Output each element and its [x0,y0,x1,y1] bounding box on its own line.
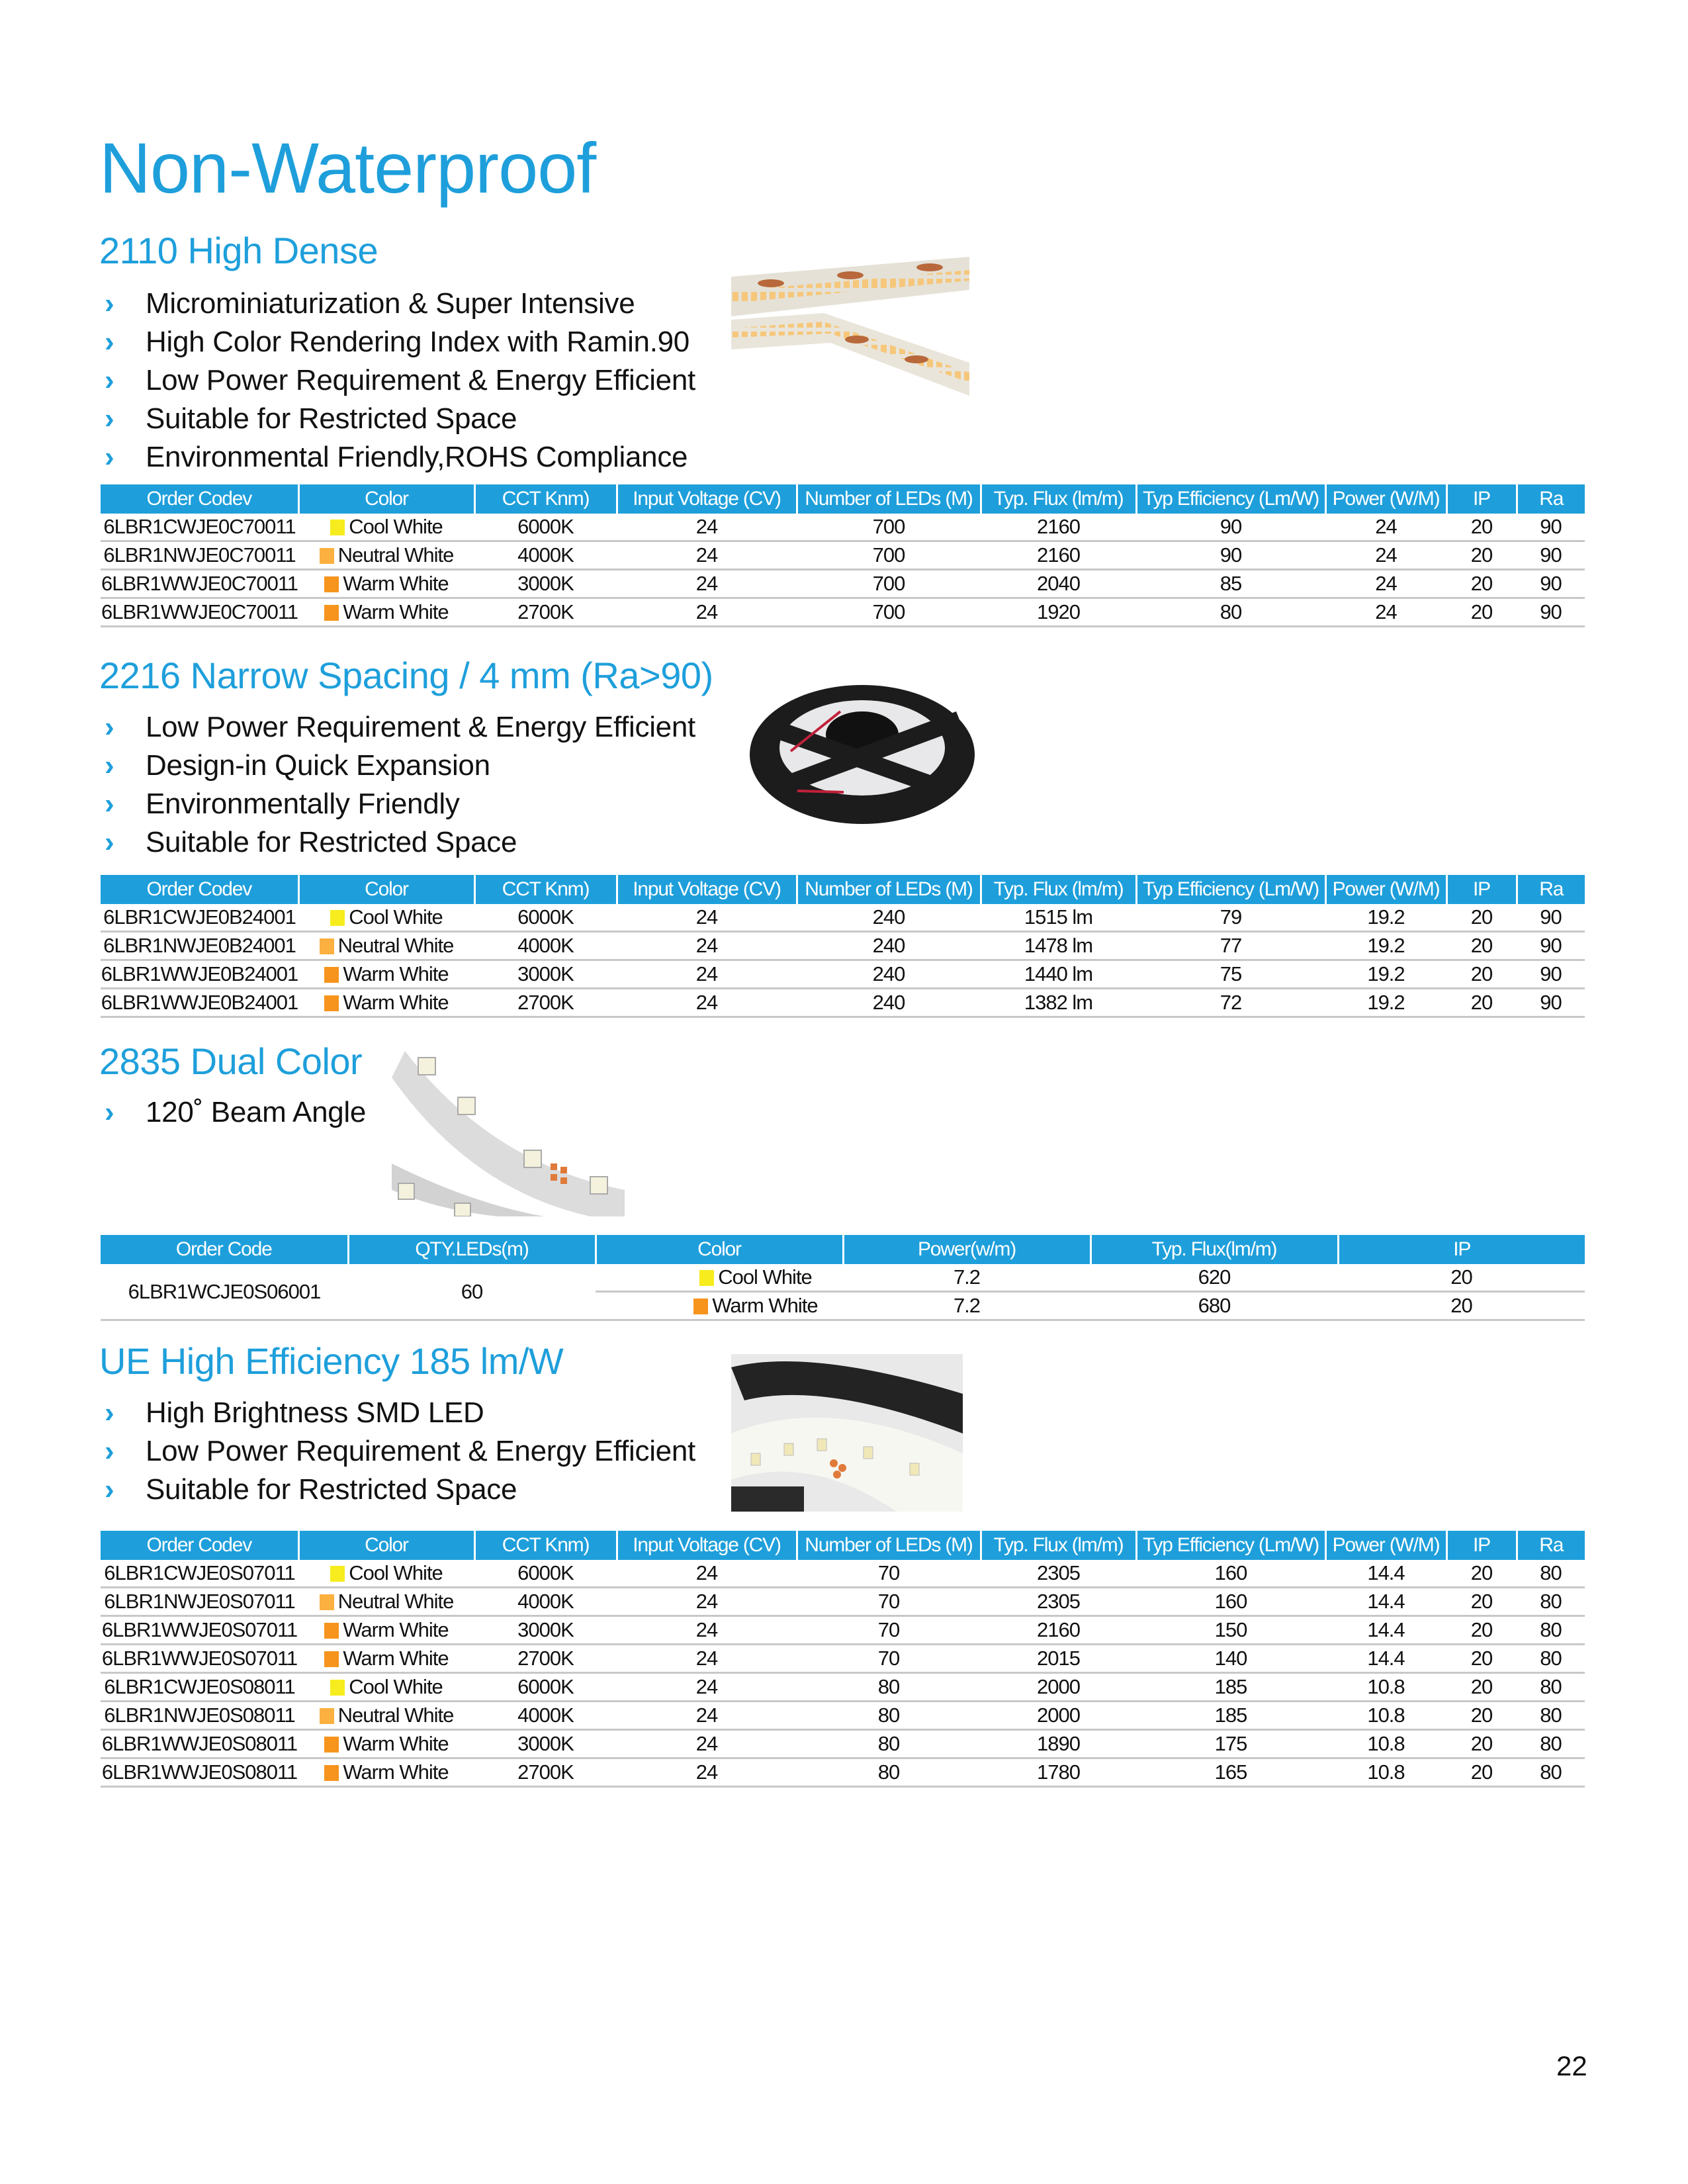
flux-cell: 2000 [981,1673,1136,1702]
cct-cell: 3000K [474,1616,617,1645]
color-swatch-icon [324,1765,339,1781]
flux-cell: 2040 [981,570,1136,598]
cct-cell: 4000K [474,541,617,570]
power-cell: 19.2 [1325,960,1446,989]
order-code-cell: 6LBR1WWJE0S07011 [101,1616,298,1645]
flux-cell: 1440 lm [981,960,1136,989]
flux-cell: 1780 [981,1758,1136,1787]
color-cell: Warm White [298,598,474,627]
ip-cell: 20 [1446,1730,1517,1758]
cct-cell: 2700K [474,989,617,1017]
order-code-cell: 6LBR1WWJE0B24001 [101,989,298,1017]
color-swatch-icon [699,1270,714,1286]
ra-cell: 80 [1517,1758,1585,1787]
cct-cell: 2700K [474,598,617,627]
num-leds-cell: 700 [797,598,981,627]
feature-item: › Suitable for Restricted Space [99,823,695,862]
led-strip-reel-image [744,672,979,831]
table-header-row [101,484,1585,514]
led-strip-high-efficiency-image [731,1354,963,1512]
input-voltage-cell: 24 [617,1730,797,1758]
chevron-right-icon: › [105,326,114,358]
feature-list-2110 [99,285,695,477]
num-leds-cell: 240 [797,932,981,960]
col-header-cct: CCT Knm) [474,484,617,514]
num-leds-cell: 70 [797,1645,981,1673]
input-voltage-cell: 24 [617,570,797,598]
input-voltage-cell: 24 [617,1645,797,1673]
col-header-num-leds: Number of LEDs (M) [797,484,981,514]
spec-table-2835 [101,1235,1585,1321]
efficiency-cell: 72 [1136,989,1325,1017]
table-row [101,1702,1585,1730]
cct-cell: 6000K [474,1673,617,1702]
power-cell: 14.4 [1325,1645,1446,1673]
color-cell: Cool White [298,904,474,932]
col-header-ip: IP [1338,1235,1585,1264]
input-voltage-cell: 24 [617,598,797,627]
input-voltage-cell: 24 [617,541,797,570]
col-header-typ-efficiency: Typ Efficiency (Lm/W) [1136,484,1325,514]
order-code-cell: 6LBR1CWJE0B24001 [101,904,298,932]
input-voltage-cell: 24 [617,904,797,932]
table-row [101,1264,1585,1292]
order-code-cell: 6LBR1WCJE0S06001 [101,1264,348,1320]
chevron-right-icon: › [105,1435,114,1467]
table-row [101,932,1585,960]
flux-cell: 1890 [981,1730,1136,1758]
feature-item: › Suitable for Restricted Space [99,400,695,438]
color-cell: Neutral White [298,541,474,570]
chevron-right-icon: › [105,364,114,396]
ip-cell: 20 [1338,1264,1585,1292]
col-header-typ-flux: Typ. Flux (lm/m) [981,484,1136,514]
col-header-order-code: Order Codev [101,1531,298,1560]
color-swatch-icon [324,967,339,983]
ip-cell: 20 [1446,598,1517,627]
power-cell: 10.8 [1325,1730,1446,1758]
flux-cell: 2160 [981,514,1136,541]
chevron-right-icon: › [105,1096,114,1128]
col-header-ip: IP [1446,875,1517,904]
num-leds-cell: 700 [797,541,981,570]
power-cell: 10.8 [1325,1673,1446,1702]
color-swatch-icon [330,1566,345,1582]
table-body [101,904,1585,1017]
color-swatch-icon [320,1594,334,1610]
ip-cell: 20 [1446,1588,1517,1616]
chevron-right-icon: › [105,287,114,320]
ip-cell: 20 [1446,570,1517,598]
col-header-typ-flux: Typ. Flux (lm/m) [981,1531,1136,1560]
col-header-order-code: Order Code [101,1235,348,1264]
spec-table-ue [101,1531,1585,1788]
feature-item: › Environmental Friendly,ROHS Compliance [99,438,695,477]
col-header-num-leds: Number of LEDs (M) [797,1531,981,1560]
ip-cell: 20 [1446,1616,1517,1645]
input-voltage-cell: 24 [617,1758,797,1787]
num-leds-cell: 70 [797,1588,981,1616]
efficiency-cell: 85 [1136,570,1325,598]
ip-cell: 20 [1446,1758,1517,1787]
chevron-right-icon: › [105,749,114,782]
efficiency-cell: 79 [1136,904,1325,932]
ra-cell: 80 [1517,1645,1585,1673]
power-cell: 19.2 [1325,989,1446,1017]
input-voltage-cell: 24 [617,514,797,541]
cct-cell: 4000K [474,1588,617,1616]
power-cell: 14.4 [1325,1560,1446,1588]
cct-cell: 6000K [474,1560,617,1588]
col-header-color: Color [298,1531,474,1560]
color-cell: Warm White [298,960,474,989]
table-row [101,989,1585,1017]
cct-cell: 4000K [474,1702,617,1730]
ip-cell: 20 [1446,1702,1517,1730]
color-swatch-icon [693,1298,708,1314]
flux-cell: 1478 lm [981,932,1136,960]
table-row [101,1673,1585,1702]
color-cell: Warm White [298,1616,474,1645]
num-leds-cell: 240 [797,960,981,989]
efficiency-cell: 80 [1136,598,1325,627]
table-row [101,541,1585,570]
feature-list-2835 [99,1093,366,1132]
table-body [101,1560,1585,1787]
ra-cell: 90 [1517,514,1585,541]
order-code-cell: 6LBR1WWJE0S07011 [101,1645,298,1673]
power-cell: 19.2 [1325,932,1446,960]
cct-cell: 3000K [474,570,617,598]
feature-item: › Microminiaturization & Super Intensive [99,285,695,323]
flux-cell: 2160 [981,541,1136,570]
num-leds-cell: 700 [797,514,981,541]
table-row [101,598,1585,627]
flux-cell: 680 [1090,1292,1338,1320]
table-row [101,1758,1585,1787]
order-code-cell: 6LBR1CWJE0C70011 [101,514,298,541]
ra-cell: 90 [1517,989,1585,1017]
input-voltage-cell: 24 [617,1673,797,1702]
color-swatch-icon [320,548,334,564]
color-cell: Warm White [596,1292,843,1320]
color-swatch-icon [330,1680,345,1696]
power-cell: 7.2 [843,1264,1090,1292]
feature-item: › Suitable for Restricted Space [99,1471,695,1509]
color-cell: Neutral White [298,932,474,960]
color-cell: Warm White [298,570,474,598]
col-header-num-leds: Number of LEDs (M) [797,875,981,904]
order-code-cell: 6LBR1NWJE0S07011 [101,1588,298,1616]
color-cell: Neutral White [298,1588,474,1616]
color-swatch-icon [330,520,345,535]
spec-table-2216 [101,875,1585,1018]
cct-cell: 6000K [474,904,617,932]
col-header-ip: IP [1446,1531,1517,1560]
color-cell: Cool White [298,1560,474,1588]
cct-cell: 3000K [474,1730,617,1758]
ip-cell: 20 [1446,1560,1517,1588]
chevron-right-icon: › [105,826,114,858]
table-row [101,1645,1585,1673]
color-swatch-icon [324,1623,339,1639]
ra-cell: 80 [1517,1730,1585,1758]
power-cell: 14.4 [1325,1616,1446,1645]
table-row [101,570,1585,598]
ip-cell: 20 [1446,960,1517,989]
col-header-color: Color [298,875,474,904]
color-swatch-icon [324,1651,339,1667]
power-cell: 24 [1325,598,1446,627]
table-header-row [101,1531,1585,1560]
col-header-color: Color [596,1235,843,1264]
ra-cell: 90 [1517,570,1585,598]
ra-cell: 90 [1517,541,1585,570]
flux-cell: 2305 [981,1560,1136,1588]
col-header-color: Color [298,484,474,514]
col-header-power: Power (W/M) [1325,875,1446,904]
num-leds-cell: 700 [797,570,981,598]
efficiency-cell: 90 [1136,514,1325,541]
ip-cell: 20 [1446,932,1517,960]
efficiency-cell: 150 [1136,1616,1325,1645]
input-voltage-cell: 24 [617,1588,797,1616]
col-header-typ-efficiency: Typ Efficiency (Lm/W) [1136,875,1325,904]
col-header-ra: Ra [1517,875,1585,904]
input-voltage-cell: 24 [617,932,797,960]
feature-item: › Environmentally Friendly [99,785,695,823]
input-voltage-cell: 24 [617,1616,797,1645]
table-row [101,514,1585,541]
feature-item: › Low Power Requirement & Energy Efficient [99,708,695,747]
num-leds-cell: 70 [797,1616,981,1645]
chevron-right-icon: › [105,711,114,743]
table-row [101,1560,1585,1588]
order-code-cell: 6LBR1WWJE0C70011 [101,570,298,598]
input-voltage-cell: 24 [617,960,797,989]
order-code-cell: 6LBR1WWJE0S08011 [101,1730,298,1758]
power-cell: 19.2 [1325,904,1446,932]
order-code-cell: 6LBR1CWJE0S08011 [101,1673,298,1702]
table-header-row [101,1235,1585,1264]
cct-cell: 4000K [474,932,617,960]
color-cell: Cool White [298,514,474,541]
table-row [101,904,1585,932]
ra-cell: 90 [1517,904,1585,932]
order-code-cell: 6LBR1CWJE0S07011 [101,1560,298,1588]
flux-cell: 2160 [981,1616,1136,1645]
col-header-cct: CCT Knm) [474,875,617,904]
col-header-power: Power (W/M) [1325,1531,1446,1560]
order-code-cell: 6LBR1WWJE0S08011 [101,1758,298,1787]
ra-cell: 80 [1517,1588,1585,1616]
power-cell: 10.8 [1325,1702,1446,1730]
num-leds-cell: 70 [797,1560,981,1588]
num-leds-cell: 240 [797,904,981,932]
efficiency-cell: 165 [1136,1758,1325,1787]
ip-cell: 20 [1446,904,1517,932]
section-title-2216-narrow-spacing: 2216 Narrow Spacing / 4 mm (Ra>90) [99,655,713,696]
col-header-order-code: Order Codev [101,875,298,904]
col-header-order-code: Order Codev [101,484,298,514]
order-code-cell: 6LBR1NWJE0S08011 [101,1702,298,1730]
chevron-right-icon: › [105,402,114,435]
input-voltage-cell: 24 [617,1560,797,1588]
col-header-ip: IP [1446,484,1517,514]
num-leds-cell: 240 [797,989,981,1017]
ip-cell: 20 [1338,1292,1585,1320]
efficiency-cell: 140 [1136,1645,1325,1673]
efficiency-cell: 77 [1136,932,1325,960]
col-header-cct: CCT Knm) [474,1531,617,1560]
led-strip-high-dense-image [731,250,969,396]
feature-item: › Low Power Requirement & Energy Efficient [99,1432,695,1471]
order-code-cell: 6LBR1NWJE0C70011 [101,541,298,570]
chevron-right-icon: › [105,1473,114,1506]
color-cell: Warm White [298,989,474,1017]
col-header-input-voltage: Input Voltage (CV) [617,484,797,514]
flux-cell: 1920 [981,598,1136,627]
col-header-typ-flux: Typ. Flux (lm/m) [981,875,1136,904]
color-swatch-icon [320,1708,334,1724]
col-header-ra: Ra [1517,1531,1585,1560]
page-title: Non-Waterproof [99,128,596,208]
table-body [101,514,1585,627]
color-swatch-icon [324,1737,339,1752]
col-header-typ-efficiency: Typ Efficiency (Lm/W) [1136,1531,1325,1560]
ip-cell: 20 [1446,514,1517,541]
ra-cell: 90 [1517,932,1585,960]
col-header-typ-flux: Typ. Flux(lm/m) [1090,1235,1338,1264]
table-header-row [101,875,1585,904]
color-cell: Warm White [298,1758,474,1787]
color-cell: Cool White [596,1264,843,1292]
table-row [101,960,1585,989]
flux-cell: 1515 lm [981,904,1136,932]
table-row [101,1588,1585,1616]
qty-leds-cell: 60 [348,1264,596,1320]
flux-cell: 2000 [981,1702,1136,1730]
input-voltage-cell: 24 [617,1702,797,1730]
col-header-power: Power(w/m) [843,1235,1090,1264]
col-header-ra: Ra [1517,484,1585,514]
color-swatch-icon [320,938,334,954]
efficiency-cell: 160 [1136,1588,1325,1616]
col-header-power: Power (W/M) [1325,484,1446,514]
efficiency-cell: 90 [1136,541,1325,570]
chevron-right-icon: › [105,441,114,473]
section-title-ue-high-efficiency: UE High Efficiency 185 lm/W [99,1340,564,1382]
efficiency-cell: 185 [1136,1702,1325,1730]
color-cell: Warm White [298,1645,474,1673]
cct-cell: 2700K [474,1645,617,1673]
color-swatch-icon [324,576,339,592]
power-cell: 7.2 [843,1292,1090,1320]
num-leds-cell: 80 [797,1758,981,1787]
col-header-qty-leds: QTY.LEDs(m) [348,1235,596,1264]
ip-cell: 20 [1446,541,1517,570]
input-voltage-cell: 24 [617,989,797,1017]
feature-item: › Low Power Requirement & Energy Efficient [99,361,695,400]
spec-table-2110 [101,484,1585,627]
ip-cell: 20 [1446,1673,1517,1702]
feature-list-2216 [99,708,695,862]
ra-cell: 90 [1517,960,1585,989]
color-swatch-icon [330,910,345,926]
feature-item: › Design-in Quick Expansion [99,747,695,785]
power-cell: 24 [1325,514,1446,541]
ra-cell: 80 [1517,1616,1585,1645]
color-cell: Warm White [298,1730,474,1758]
cct-cell: 3000K [474,960,617,989]
flux-cell: 2015 [981,1645,1136,1673]
power-cell: 10.8 [1325,1758,1446,1787]
feature-item: › 120˚ Beam Angle [99,1093,366,1132]
cct-cell: 6000K [474,514,617,541]
feature-item: › High Brightness SMD LED [99,1394,695,1432]
power-cell: 24 [1325,570,1446,598]
section-title-2835-dual-color: 2835 Dual Color [99,1040,363,1082]
power-cell: 14.4 [1325,1588,1446,1616]
ra-cell: 90 [1517,598,1585,627]
efficiency-cell: 160 [1136,1560,1325,1588]
col-header-input-voltage: Input Voltage (CV) [617,875,797,904]
chevron-right-icon: › [105,1396,114,1429]
feature-item: › High Color Rendering Index with Ramin.90 [99,323,695,361]
num-leds-cell: 80 [797,1730,981,1758]
page-number: 22 [1556,2050,1587,2081]
chevron-right-icon: › [105,788,114,820]
order-code-cell: 6LBR1NWJE0B24001 [101,932,298,960]
ra-cell: 80 [1517,1560,1585,1588]
ra-cell: 80 [1517,1702,1585,1730]
ra-cell: 80 [1517,1673,1585,1702]
color-swatch-icon [324,995,339,1011]
flux-cell: 2305 [981,1588,1136,1616]
order-code-cell: 6LBR1WWJE0B24001 [101,960,298,989]
num-leds-cell: 80 [797,1702,981,1730]
col-header-input-voltage: Input Voltage (CV) [617,1531,797,1560]
table-row [101,1616,1585,1645]
section-title-2110-high-dense: 2110 High Dense [99,230,378,271]
power-cell: 24 [1325,541,1446,570]
efficiency-cell: 175 [1136,1730,1325,1758]
cct-cell: 2700K [474,1758,617,1787]
ip-cell: 20 [1446,1645,1517,1673]
color-cell: Cool White [298,1673,474,1702]
flux-cell: 620 [1090,1264,1338,1292]
feature-list-ue [99,1394,695,1509]
efficiency-cell: 185 [1136,1673,1325,1702]
table-row [101,1730,1585,1758]
num-leds-cell: 80 [797,1673,981,1702]
ip-cell: 20 [1446,989,1517,1017]
order-code-cell: 6LBR1WWJE0C70011 [101,598,298,627]
color-cell: Neutral White [298,1702,474,1730]
efficiency-cell: 75 [1136,960,1325,989]
led-strip-dual-color-image [392,1051,625,1216]
flux-cell: 1382 lm [981,989,1136,1017]
color-swatch-icon [324,605,339,621]
